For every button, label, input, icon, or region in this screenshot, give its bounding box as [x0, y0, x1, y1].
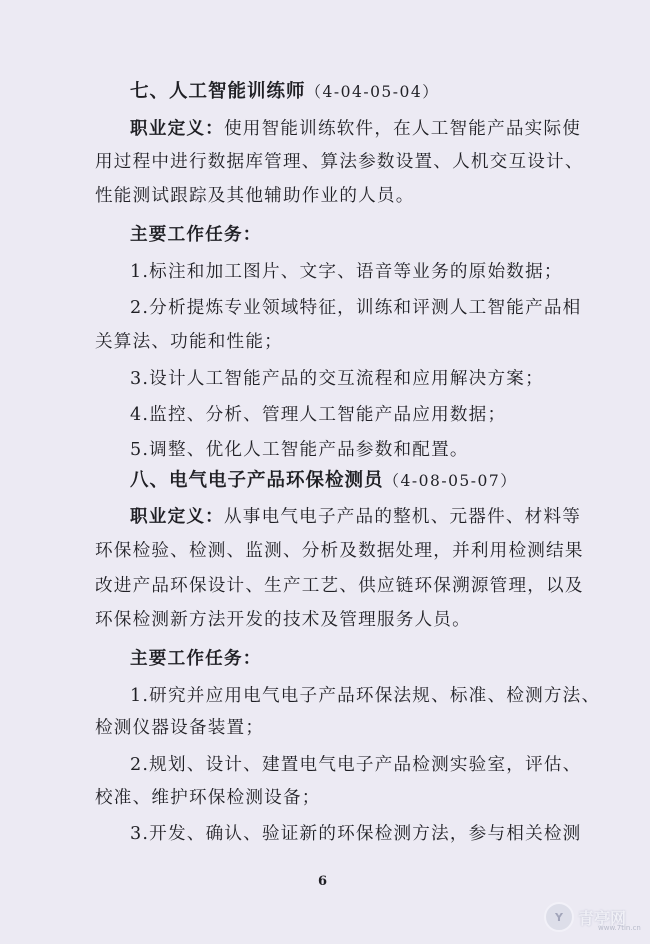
task-line: 2.分析提炼专业领域特征，训练和评测人工智能产品相 — [130, 298, 582, 318]
definition-text: 从事电气电子产品的整机、元器件、材料等 — [223, 507, 582, 527]
task-line: 检测仪器设备装置； — [95, 718, 265, 738]
watermark-logo-icon: Y — [544, 902, 574, 932]
definition-line — [130, 505, 581, 529]
definition-label: 职业定义： — [130, 506, 224, 527]
task-line: 1.标注和加工图片、文字、语音等业务的原始数据； — [130, 262, 563, 282]
section-title: 八、电气电子产品环保检测员 — [130, 470, 384, 491]
tasks-label: 主要工作任务： — [130, 224, 262, 245]
task-line: 校准、维护环保检测设备； — [95, 788, 321, 808]
task-line: 1.研究并应用电气电子产品环保法规、标准、检测方法、 — [130, 686, 601, 706]
definition-line: 性能测试跟踪及其他辅助作业的人员。 — [95, 186, 415, 206]
section-title: 七、人工智能训练师 — [130, 81, 306, 102]
section-heading — [130, 469, 517, 493]
task-line: 5.调整、优化人工智能产品参数和配置。 — [130, 440, 469, 460]
page-number: 6 — [318, 874, 328, 889]
watermark-url: www.7tin.cn — [598, 924, 641, 932]
task-line: 4.监控、分析、管理人工智能产品应用数据； — [130, 405, 507, 425]
section-heading — [130, 80, 439, 104]
occupation-code: （4-08-05-07） — [383, 472, 518, 490]
definition-line: 环保检测新方法开发的技术及管理服务人员。 — [95, 610, 471, 630]
task-line: 关算法、功能和性能； — [95, 332, 283, 352]
task-line: 2.规划、设计、建置电气电子产品检测实验室，评估、 — [130, 755, 582, 775]
definition-text: 使用智能训练软件，在人工智能产品实际使 — [223, 119, 582, 139]
task-line: 3.开发、确认、验证新的环保检测方法，参与相关检测 — [130, 824, 582, 844]
occupation-code: （4-04-05-04） — [305, 83, 440, 101]
definition-line — [130, 117, 581, 141]
task-line: 3.设计人工智能产品的交互流程和应用解决方案； — [130, 369, 544, 389]
definition-label: 职业定义： — [130, 118, 224, 139]
tasks-label: 主要工作任务： — [130, 648, 262, 669]
definition-line: 改进产品环保设计、生产工艺、供应链环保溯源管理，以及 — [95, 576, 584, 596]
definition-line: 环保检验、检测、监测、分析及数据处理，并利用检测结果 — [95, 541, 584, 561]
watermark-text: 青亭网 — [578, 908, 627, 928]
definition-line: 用过程中进行数据库管理、算法参数设置、人机交互设计、 — [95, 152, 584, 172]
